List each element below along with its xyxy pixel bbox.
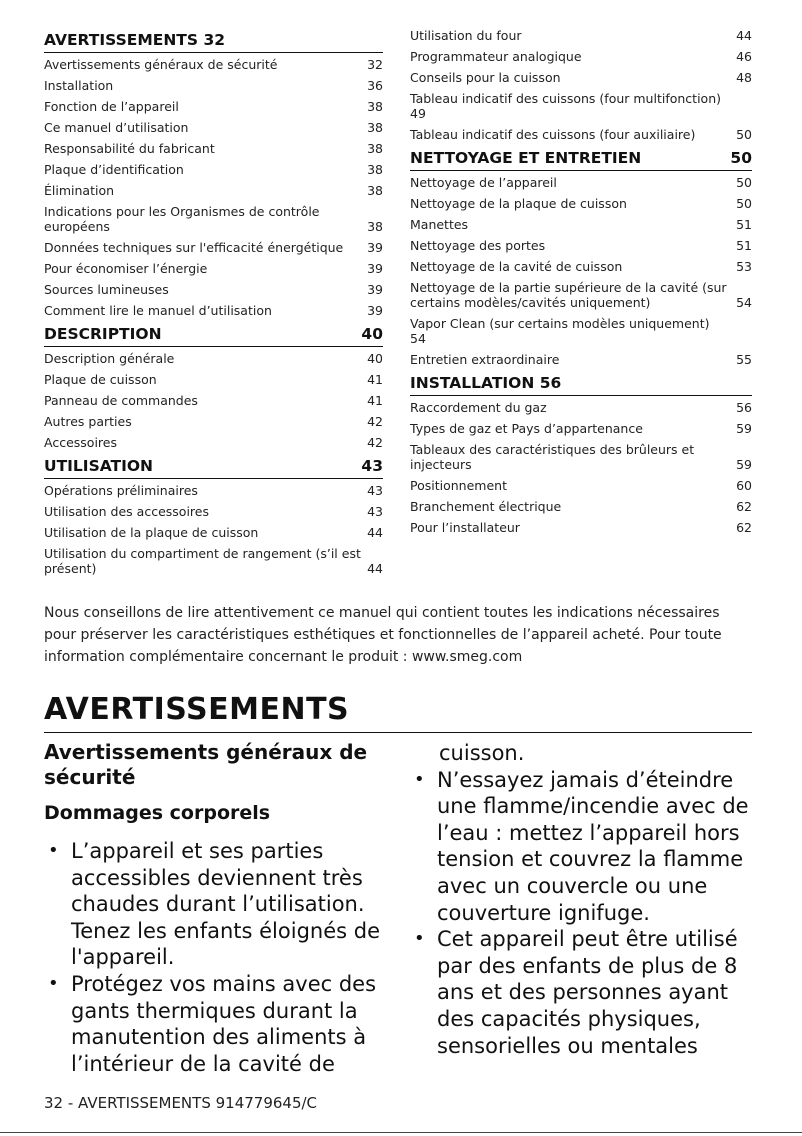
toc-section-heading <box>410 148 752 171</box>
toc-page-number: 36 <box>367 78 383 93</box>
toc-entry-title: Raccordement du gaz <box>410 400 547 415</box>
toc-entry-title: Sources lumineuses <box>44 282 169 297</box>
toc-entry <box>44 162 383 177</box>
toc-page-number: 39 <box>367 282 383 297</box>
toc-heading-title: DESCRIPTION <box>44 325 162 343</box>
toc-entry-title: Comment lire le manuel d’utilisation <box>44 303 272 318</box>
bottom-rule <box>0 1132 802 1133</box>
toc-heading-title: INSTALLATION 56 <box>410 374 562 392</box>
toc-page-number: 50 <box>736 196 752 211</box>
toc-entry-title: Nettoyage de l’appareil <box>410 175 557 190</box>
toc-entry-title: Responsabilité du fabricant <box>44 141 215 156</box>
toc-page-number: 38 <box>367 162 383 177</box>
bullet-text: Cet appareil peut être utilisé par des enfants de plus de 8 ans et des personnes ayant des capacités physiques, sensorielles ou mentales <box>437 927 738 1058</box>
toc-page-number: 39 <box>367 303 383 318</box>
toc-left-column <box>44 28 383 582</box>
toc-entry-title: Vapor Clean (sur certains modèles uniquement) <box>410 316 710 331</box>
toc-entry <box>44 372 383 387</box>
toc-page-number: 44 <box>367 525 383 540</box>
continuation-text: cuisson. <box>439 741 525 765</box>
toc-page-number: 40 <box>367 351 383 366</box>
toc-page-number: 32 <box>367 57 383 72</box>
toc-entry <box>410 280 752 310</box>
bullet-item <box>410 767 755 927</box>
toc-entry-title: Fonction de l’appareil <box>44 99 179 114</box>
toc-entry-title: Manettes <box>410 217 469 232</box>
toc-page-number: 56 <box>736 400 752 415</box>
toc-entry <box>44 525 383 540</box>
intro-paragraph: Nous conseillons de lire attentivement ce manuel qui contient toutes les indications nécessaires pour préserver les caractéristiques esthétiques et fonctionnelles de l’appareil acheté. Pour toute information complémentaire concernant le produit : www.smeg.com <box>44 605 722 665</box>
toc-page-number: 44 <box>736 28 752 43</box>
toc-entry-title: Installation <box>44 78 114 93</box>
toc-entry <box>44 393 383 408</box>
toc-entry-title: Accessoires <box>44 435 117 450</box>
toc-entry-title: Tableau indicatif des cuissons (four auxiliaire) <box>410 127 696 142</box>
toc-entry-title: Panneau de commandes <box>44 393 198 408</box>
toc-entry <box>44 351 383 366</box>
toc-entry <box>410 49 752 64</box>
section-title: Avertissements généraux de sécurité <box>44 740 368 789</box>
toc-entry <box>44 282 383 297</box>
toc-entry-title: Pour l’installateur <box>410 520 520 535</box>
toc-entry-title: Autres parties <box>44 414 132 429</box>
toc-page-number: 41 <box>367 393 383 408</box>
bullet-glyph: • <box>48 972 59 994</box>
toc-page-number: 50 <box>730 149 752 167</box>
toc-entry <box>44 240 383 255</box>
bullet-text: N’essayez jamais d’éteindre une flamme/incendie avec de l’eau : mettez l’appareil hors tension et couvrez la flamme avec un couvercle ou une couverture ignifuge. <box>437 767 749 925</box>
toc-page-number: 62 <box>736 520 752 535</box>
bullet-text: L’appareil et ses parties accessibles deviennent très chaudes durant l’utilisation. Tenez les enfants éloignés de l'appareil. <box>71 839 380 970</box>
bullet-item <box>410 926 755 1059</box>
toc-entry-title: Nettoyage de la partie supérieure de la cavité (sur certains modèles/cavités uniquement) <box>410 280 727 310</box>
toc-page-number: 59 <box>736 421 752 436</box>
toc-entry <box>410 352 752 367</box>
toc-section-heading <box>44 456 383 479</box>
toc-entry-title: Utilisation du compartiment de rangement (s’il est présent) <box>44 546 361 576</box>
toc-entry <box>44 414 383 429</box>
toc-entry <box>44 120 383 135</box>
toc-entry-title: Ce manuel d’utilisation <box>44 120 189 135</box>
toc-entry <box>410 400 752 415</box>
toc-page-number: 51 <box>736 238 752 253</box>
toc-page-number: 62 <box>736 499 752 514</box>
toc-page-number: 38 <box>367 99 383 114</box>
toc-page-number: 46 <box>736 49 752 64</box>
toc-entry <box>44 435 383 450</box>
toc-page-number: 43 <box>367 504 383 519</box>
toc-page-number: 42 <box>367 414 383 429</box>
toc-page-number: 39 <box>367 261 383 276</box>
toc-entry-title: Pour économiser l’énergie <box>44 261 208 276</box>
toc-entry-title: Avertissements généraux de sécurité <box>44 57 278 72</box>
toc-entry <box>44 504 383 519</box>
toc-entry-title: Plaque d’identification <box>44 162 184 177</box>
toc-entry-title: Nettoyage des portes <box>410 238 546 253</box>
toc-page-number: 40 <box>361 325 383 343</box>
chapter-title: AVERTISSEMENTS <box>44 690 752 733</box>
bullet-glyph: • <box>414 928 425 950</box>
toc-section-heading <box>410 373 752 396</box>
toc-page-number: 42 <box>367 435 383 450</box>
toc-entry-title: Tableaux des caractéristiques des brûleurs et injecteurs <box>410 442 695 472</box>
toc-page-number: 53 <box>736 259 752 274</box>
toc-entry <box>44 546 383 576</box>
toc-entry <box>410 127 752 142</box>
toc-page-number: 50 <box>736 127 752 142</box>
toc-section-heading <box>44 324 383 347</box>
toc-entry <box>410 196 752 211</box>
toc-entry <box>44 57 383 72</box>
toc-entry-title: Types de gaz et Pays d’appartenance <box>410 421 643 436</box>
bullet-list-right <box>410 767 755 1060</box>
toc-section-heading <box>44 30 383 53</box>
toc-page-number: 38 <box>367 183 383 198</box>
toc-page-number: 38 <box>367 120 383 135</box>
toc-entry <box>44 78 383 93</box>
toc-entry-title: Description générale <box>44 351 175 366</box>
bullet-item <box>44 838 380 971</box>
toc-page-number: 60 <box>736 478 752 493</box>
toc-entry-title: Programmateur analogique <box>410 49 582 64</box>
body-right-column <box>410 740 755 1059</box>
toc-page-number: 39 <box>367 240 383 255</box>
toc-entry <box>44 483 383 498</box>
bullet-list-left <box>44 838 380 1077</box>
toc-entry <box>44 99 383 114</box>
page-footer: 32 - AVERTISSEMENTS 914779645/C <box>44 1094 318 1112</box>
subsection-title: Dommages corporels <box>44 802 271 824</box>
toc-entry-title: Opérations préliminaires <box>44 483 198 498</box>
toc-entry <box>44 204 383 234</box>
toc-entry-title: Tableau indicatif des cuissons (four multifonction) <box>410 91 721 106</box>
toc-page-number: 44 <box>367 561 383 576</box>
toc-page-number: 50 <box>736 175 752 190</box>
toc-entry <box>410 421 752 436</box>
toc-entry <box>410 28 752 43</box>
toc-entry-title: Utilisation des accessoires <box>44 504 209 519</box>
toc-entry <box>410 478 752 493</box>
toc-page-number: 51 <box>736 217 752 232</box>
toc-entry <box>410 217 752 232</box>
toc-page-number: 41 <box>367 372 383 387</box>
toc-entry-title: Branchement électrique <box>410 499 562 514</box>
bullet-glyph: • <box>48 840 59 861</box>
toc-entry-title: Données techniques sur l'efficacité énergétique <box>44 240 344 255</box>
toc-entry-title: Positionnement <box>410 478 507 493</box>
toc-entry-title: Conseils pour la cuisson <box>410 70 561 85</box>
toc-entry <box>410 259 752 274</box>
toc-entry <box>410 70 752 85</box>
toc-entry <box>410 442 752 472</box>
toc-entry <box>410 316 752 346</box>
toc-entry <box>410 499 752 514</box>
toc-page-number: 38 <box>367 219 383 234</box>
toc-entry <box>410 175 752 190</box>
toc-entry-title: Nettoyage de la cavité de cuisson <box>410 259 623 274</box>
bullet-item <box>44 971 380 1077</box>
toc-heading-title: NETTOYAGE ET ENTRETIEN <box>410 149 642 167</box>
toc-page-number: 43 <box>361 457 383 475</box>
body-left-column <box>44 740 380 1077</box>
toc-entry <box>44 183 383 198</box>
toc-entry-title: Nettoyage de la plaque de cuisson <box>410 196 627 211</box>
toc-entry-title: Utilisation du four <box>410 28 522 43</box>
toc-page-number: 59 <box>736 457 752 472</box>
toc-entry-title: Entretien extraordinaire <box>410 352 560 367</box>
toc-page-number: 38 <box>367 141 383 156</box>
toc-entry-title: Plaque de cuisson <box>44 372 157 387</box>
bullet-text: Protégez vos mains avec des gants thermiques durant la manutention des aliments à l’intérieur de la cavité de <box>71 971 377 1076</box>
toc-page-number: 54 <box>410 331 426 346</box>
toc-entry <box>410 520 752 535</box>
toc-page-number: 43 <box>367 483 383 498</box>
toc-entry-title: Élimination <box>44 183 115 198</box>
toc-page-number: 54 <box>736 295 752 310</box>
toc-entry <box>410 238 752 253</box>
toc-page-number: 48 <box>736 70 752 85</box>
toc-entry-title: Utilisation de la plaque de cuisson <box>44 525 259 540</box>
toc-entry <box>44 261 383 276</box>
toc-heading-title: AVERTISSEMENTS 32 <box>44 31 226 49</box>
toc-entry <box>44 141 383 156</box>
toc-heading-title: UTILISATION <box>44 457 154 475</box>
toc-page-number: 55 <box>736 352 752 367</box>
toc-right-column <box>410 28 752 541</box>
toc-page-number: 49 <box>410 106 426 121</box>
toc-entry-title: Indications pour les Organismes de contrôle européens <box>44 204 320 234</box>
bullet-glyph: • <box>414 768 425 790</box>
toc-entry <box>410 91 752 121</box>
toc-entry <box>44 303 383 318</box>
